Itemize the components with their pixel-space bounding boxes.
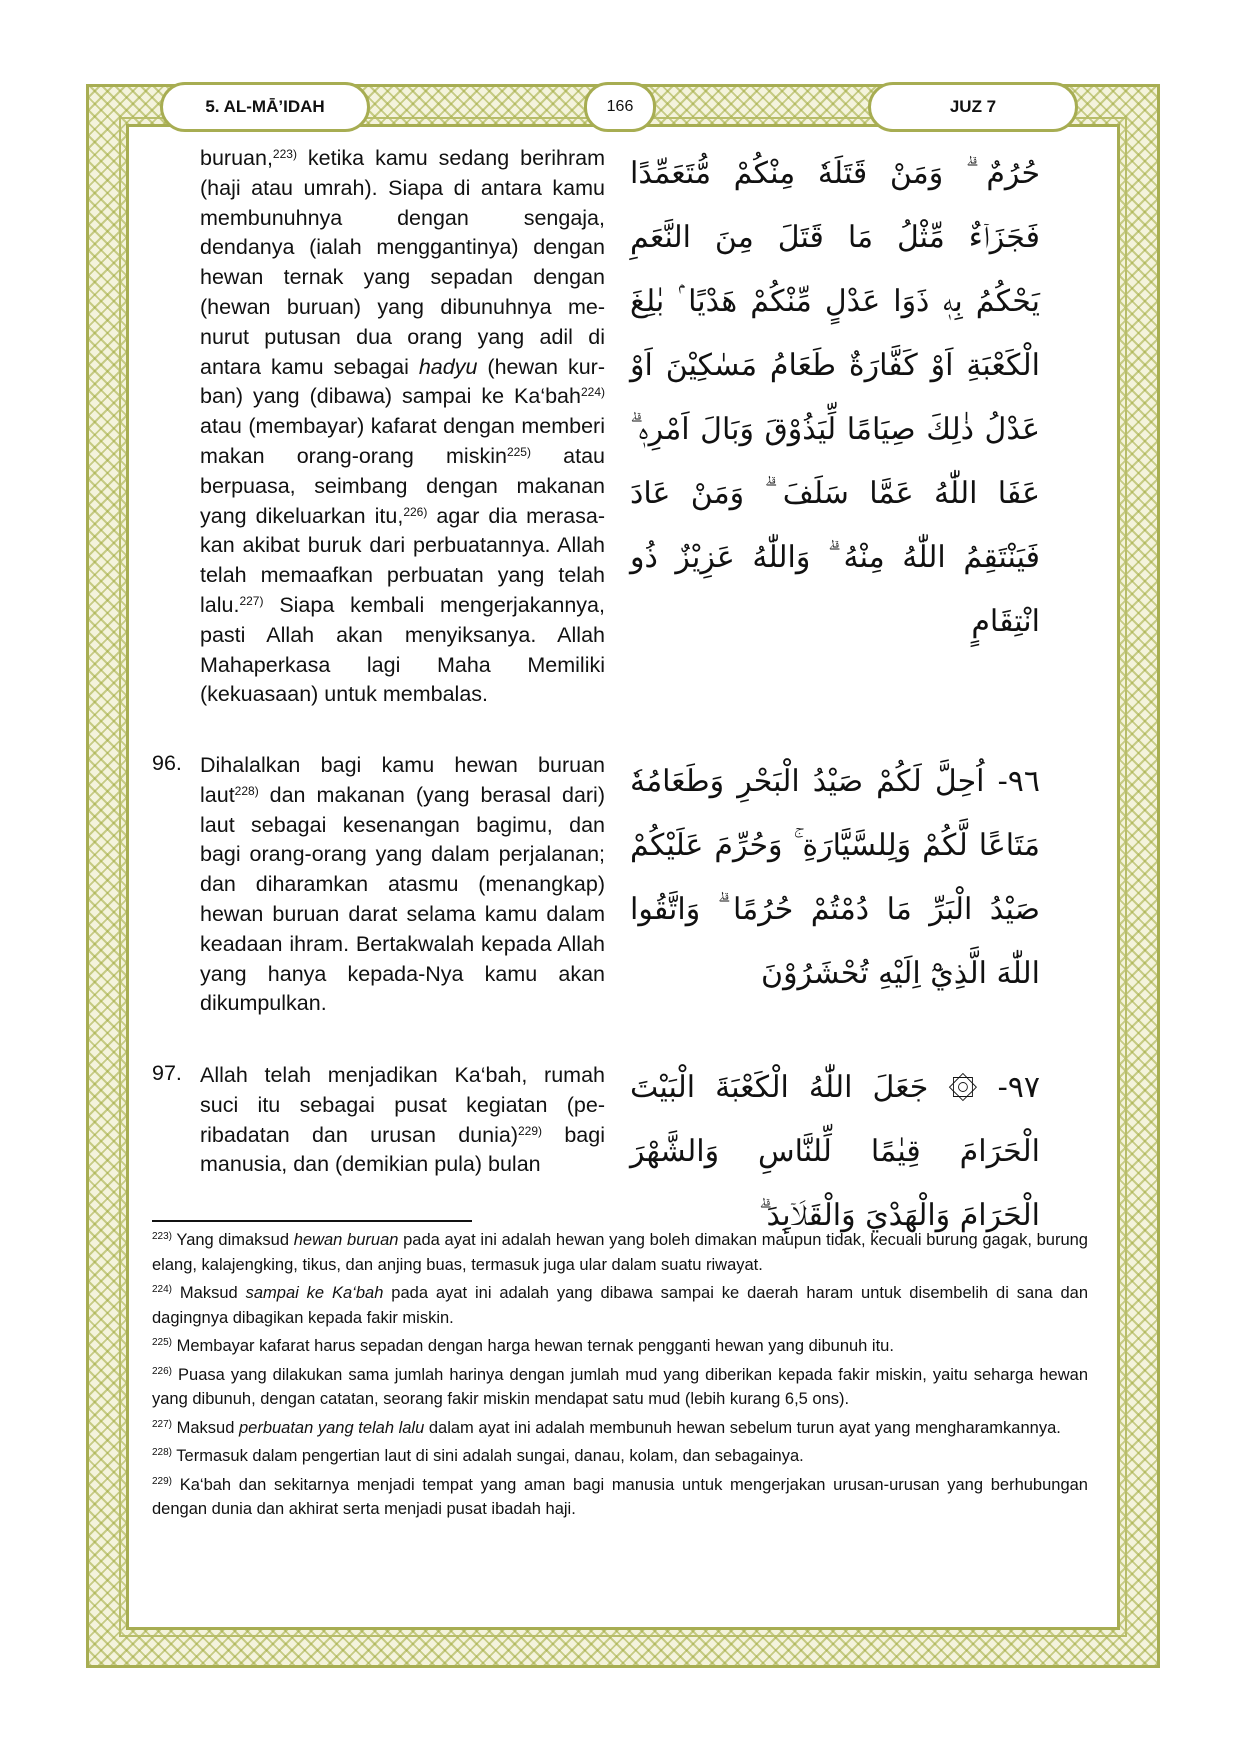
footnote-number: 228) <box>152 1447 173 1458</box>
text-run: Yang dimaksud <box>172 1231 294 1249</box>
footnote-number: 229) <box>152 1475 173 1487</box>
italic-term: hadyu <box>418 354 478 379</box>
footnote-number: 227) <box>152 1418 173 1430</box>
verse-95-arabic: حُرُمٌ ۗ وَمَنْ قَتَلَهٗ مِنْكُمْ مُّتَعَمِّدًا فَجَزَاۤءٌ مِّثْلُ مَا قَتَلَ مِنَ النَّعَمِ يَحْكُمُ بِهٖ ذَوَا عَدْلٍ مِّنْكُمْ هَدْيًا ۢ بٰلِغَ الْكَعْبَةِ اَوْ كَفَّارَةٌ طَعَامُ مَسٰكِيْنَ اَوْ عَدْلُ ذٰلِكَ صِيَامًا لِّيَذُوْقَ وَبَالَ اَمْرِهٖ ۗ عَفَا اللّٰهُ عَمَّا سَلَفَ ۗ وَمَنْ عَادَ فَيَنْتَقِمُ اللّٰهُ مِنْهُ ۗ وَاللّٰهُ عَزِيْزٌ ذُو انْتِقَامٍ <box>630 156 1040 639</box>
footnote-number: 223) <box>152 1231 173 1242</box>
italic-term: hewan buruan <box>293 1231 399 1249</box>
verse-97-translation <box>200 1061 605 1180</box>
footnote-ref: 223) <box>272 147 297 161</box>
text-run: buruan, <box>200 146 273 170</box>
text-run: Dihalalkan bagi kamu hewan buruan laut <box>200 753 605 807</box>
text-run: Maksud <box>172 1284 246 1302</box>
surah-title: 5. AL-MĀ’IDAH <box>160 82 370 132</box>
footnote <box>152 1444 1088 1469</box>
text-run: Puasa yang dilakukan sama jumlah harinya dengan jumlah mud yang diberikan kepada fakir miskin, yaitu seharga hewan yang dibunuh, dengan catatan, seorang fakir miskin mendapat satu mud (lebih kurang 6,5 ons). <box>152 1365 1088 1408</box>
footnote-separator <box>152 1220 472 1222</box>
verse-number-97: 97. <box>152 1061 182 1085</box>
verse-96-arabic: ٩٦- اُحِلَّ لَكُمْ صَيْدُ الْبَحْرِ وَطَعَامُهٗ مَتَاعًا لَّكُمْ وَلِلسَّيَّارَةِ ۚ وَحُرِّمَ عَلَيْكُمْ صَيْدُ الْبَرِّ مَا دُمْتُمْ حُرُمًا ۗ وَاتَّقُوا اللّٰهَ الَّذِيْٓ اِلَيْهِ تُحْشَرُوْنَ <box>630 764 1040 991</box>
footnote-number: 224) <box>152 1284 173 1295</box>
footnote-ref: 225) <box>506 444 531 459</box>
footnote-ref: 228) <box>234 783 259 798</box>
footnote <box>152 1334 1088 1359</box>
text-run: agar dia merasakan akibat buruk dari perbuatannya. Allah telah memaafkan perbuatan yang telah lalu. <box>200 503 605 617</box>
text-run: bagi manusia, dan (demikian pula) bulan <box>200 1122 606 1177</box>
juz-label: JUZ 7 <box>868 82 1078 132</box>
verse-97-arabic: ٩٧- ۞ جَعَلَ اللّٰهُ الْكَعْبَةَ الْبَيْتَ الْحَرَامَ قِيٰمًا لِّلنَّاسِ وَالشَّهْرَ الْحَرَامَ وَالْهَدْيَ وَالْقَلَاۤىِٕدَ ۗ <box>630 1070 1040 1233</box>
text-run: Termasuk dalam pengertian laut di sini adalah sungai, danau, kolam, dan sebagainya. <box>172 1447 804 1465</box>
footnote <box>152 1363 1088 1412</box>
footnote <box>152 1228 1088 1277</box>
verse-96-translation <box>200 751 605 1019</box>
text-run: dalam ayat ini adalah membunuh hewan sebelum turun ayat yang mengharamkannya. <box>424 1418 1061 1437</box>
text-run: Siapa kembali mengerjakannya, pasti Allah akan menyiksanya. Allah Mahaperkasa lagi Maha Memiliki (kekuasaan) untuk membalas. <box>200 592 605 707</box>
text-run: Ka‘bah dan sekitarnya menjadi tempat yang aman bagi manusia untuk mengerjakan urusan-urusan yang berhubungan dengan dunia dan akhirat serta menjadi pusat ibadah haji. <box>152 1475 1088 1518</box>
footnote-ref: 227) <box>239 593 264 608</box>
text-run: atau berpuasa, seimbang dengan makanan yang dikeluarkan itu, <box>200 443 605 528</box>
footnote-ref: 226) <box>403 504 428 519</box>
text-run: atau (membayar) kafarat dengan memberi makan orang-orang miskin <box>200 414 605 468</box>
text-run: dan makanan (yang berasal dari) laut sebagai kesenangan bagimu, dan bagi orang-orang yang dalam perjalanan; dan diharamkan atasmu (menangkap) hewan buruan darat selama kamu dalam keadaan ihram. Bertakwalah kepada Allah yang hanya kepada-Nya kamu akan dikumpulkan. <box>200 782 605 1016</box>
text-run: ketika kamu sedang berihram (haji atau umrah). Siapa di antara kamu membunuhnya dengan sengaja, dendanya (ialah menggantinya) dengan hewan ternak yang sepadan dengan (hewan buruan) yang dibunuhnya menurut putusan dua orang yang adil di antara kamu sebagai <box>200 146 605 379</box>
page-number: 166 <box>584 82 656 132</box>
text-run: pada ayat ini adalah yang dibawa sampai ke daerah haram untuk disembelih di sana dan dagingnya dibagikan kepada fakir miskin. <box>152 1284 1088 1327</box>
footnote-number: 225) <box>152 1337 173 1348</box>
text-run: Membayar kafarat harus sepadan dengan harga hewan ternak pengganti hewan yang dibunuh itu. <box>172 1337 894 1355</box>
footnote <box>152 1416 1088 1441</box>
verse-95-translation-continued <box>200 144 605 710</box>
verse-number-96: 96. <box>152 751 182 775</box>
footnote <box>152 1281 1088 1330</box>
text-run: Maksud <box>172 1418 239 1437</box>
text-run: pada ayat ini adalah hewan yang boleh dimakan maupun tidak, kecuali burung gagak, burung elang, kalajengking, tikus, dan anjing buas, termasuk juga ular dalam suatu riwayat. <box>152 1231 1088 1274</box>
footnote-number: 226) <box>152 1365 173 1377</box>
italic-term: perbuatan yang telah lalu <box>238 1418 425 1437</box>
footnote-ref: 229) <box>518 1123 543 1138</box>
footnotes <box>152 1228 1088 1526</box>
footnote-ref: 224) <box>580 385 605 400</box>
footnote <box>152 1473 1088 1522</box>
text-run: (hewan kurban) yang (dibawa) sampai ke Ka‘bah <box>200 354 605 409</box>
italic-term: sampai ke Ka‘bah <box>245 1284 384 1302</box>
text-run: Allah telah menjadikan Ka‘bah, rumah suci itu sebagai pusat kegiatan (peribadatan dan urusan dunia) <box>200 1063 605 1147</box>
